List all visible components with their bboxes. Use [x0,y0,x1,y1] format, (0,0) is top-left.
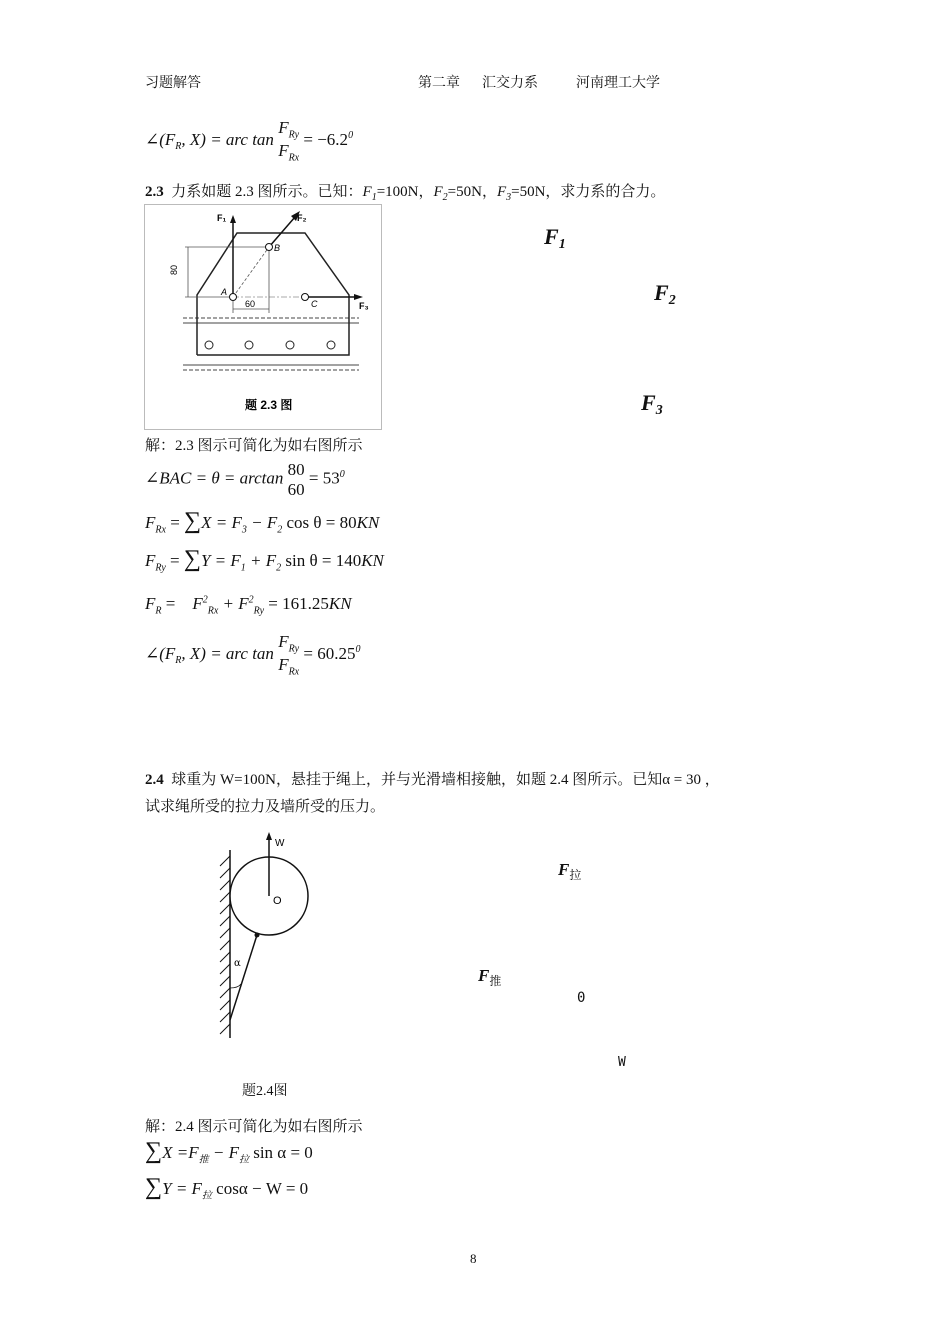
right-label-f1: $F_1$ [544,224,566,253]
header-topic: 汇交力系 [482,76,538,91]
equation-angle-fr: $\angle(F_R$, X) = arc $\tan F_{Ry}$ $F_{Rx} = 60.25^0$ [145,632,361,678]
right-label-f-tui: $F_推$ [478,966,502,989]
figure-2-4-drawing [200,828,320,1042]
header-school: 河南理工大学 [576,76,660,91]
equation-frx: $F_{Rx} = \sum X = F_3 - F_2$ cos θ = 80KN [145,508,380,536]
equation-angle-bac: ∠BAC = θ = arctan 80 $60 = 53^0$ [145,460,345,499]
figure-2-3-drawing [145,205,381,429]
page-number: 8 [470,1251,477,1266]
right-label-f3: $F_3$ [641,390,663,419]
equation-sum-y: $\sum Y = F_拉$ cosα − W = 0 [145,1174,309,1202]
fig-point-b-label: B [274,243,281,253]
figure-2-4-caption: 题2.4图 [242,1084,288,1099]
fig-f2-label: F₂ [297,213,307,223]
dim-80-label: 80 [169,264,179,275]
right-label-w: W [618,1055,626,1070]
header-chapter: 第二章 [418,76,460,91]
fig-f3-label: F₃ [359,301,369,311]
fig-center-label: O [273,895,282,907]
right-label-f2: $F_2$ [654,280,676,309]
problem-2-3-statement: 2.3 力系如题 2.3 图所示。已知：$F_1=100N$，$F_2=50N$，$F_3=50N$，求力系的合力。 [145,184,666,203]
fig-alpha-label: α [234,958,241,969]
right-label-o: 0 [577,990,586,1006]
solution-2-4-intro: 解：2.4 图示可简化为如右图所示 [145,1119,363,1135]
problem-2-4-statement-line2: 试求绳所受的拉力及墙所受的压力。 [145,799,386,815]
solution-2-3-intro: 解：2.3 图示可简化为如右图所示 [145,438,363,454]
figure-2-3-caption: 题 2.3 图 [245,398,293,412]
problem-2-4-statement-line1: 2.4 球重为 W=100N，悬挂于绳上，并与光滑墙相接触，如题 2.4 图所示。已知α = 30 ， [145,772,720,788]
dim-60-label: 60 [245,299,256,309]
fig-point-c-label: C [311,299,318,309]
right-label-f-la: $F_拉$ [558,860,582,883]
equation-fry: $F_{Ry} = \sum Y = F_1 + F_2$ sin θ = 140KN [145,546,384,574]
fig-w-label: W [275,838,285,849]
equation-fr: $F_R$ = $F^2_{Rx} + F^2_{Ry} = 161.25KN$ [145,594,352,617]
figure-2-3 [144,204,382,430]
fig-point-a-label: A [221,287,228,297]
equation-sum-x: $\sum X =F_推 - F_拉$ sin α = 0 [145,1138,313,1166]
header-left: 习题解答 [145,76,201,91]
equation-angle-top: $\angle(F_R$, X) = arc $\tan F_{Ry}$ $F_{Rx} = -6.2^0$ [145,118,354,164]
figure-2-4 [200,828,320,1042]
fig-f1-label: F₁ [217,213,227,223]
